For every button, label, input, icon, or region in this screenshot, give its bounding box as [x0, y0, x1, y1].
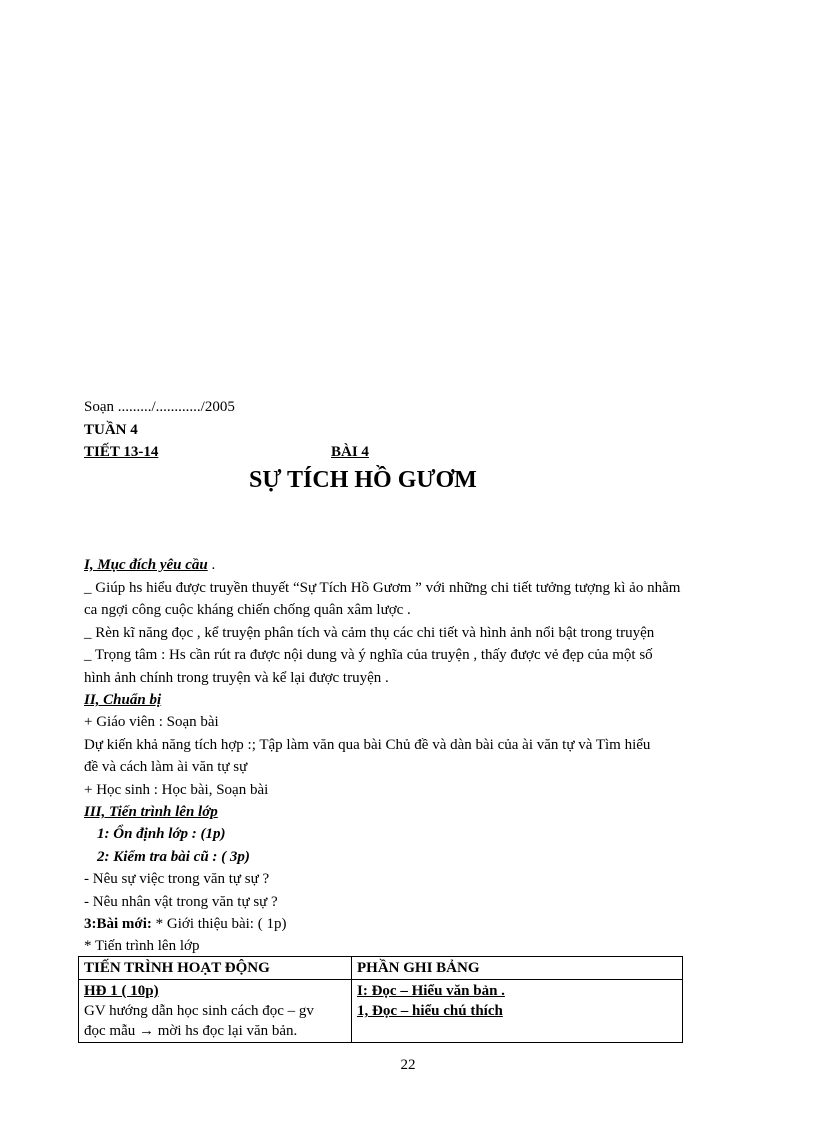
- section2-line: Dự kiến khả năng tích hợp :; Tập làm văn qua bài Chủ đề và dàn bài của ài văn tự và Tìm hiểu: [84, 737, 651, 753]
- activity-table: [78, 956, 683, 1043]
- notes-cell: [352, 980, 683, 1043]
- step-3: [84, 915, 286, 933]
- section2-line: đề và cách làm ài văn tự sự: [84, 759, 248, 775]
- activity-cell: [79, 980, 352, 1043]
- step-1: 1: Ổn định lớp : (1p): [97, 826, 226, 842]
- col-notes-header: PHẦN GHI BẢNG: [352, 957, 683, 980]
- section1-heading-tail: .: [207, 557, 216, 573]
- col-activity-header: TIẾN TRÌNH HOẠT ĐỘNG: [79, 957, 352, 980]
- section3-heading: III, Tiến trình lên lớp: [84, 804, 218, 820]
- table-row: [79, 980, 683, 1043]
- section1-line: ca ngợi công cuộc kháng chiến chống quân xâm lược .: [84, 602, 411, 618]
- section1-heading-text: I, Mục đích yêu cầu: [84, 557, 208, 573]
- section1-line: _ Rèn kĩ năng đọc , kể truyện phân tích và cảm thụ các chi tiết và hình ảnh nổi bật trong truyện: [84, 625, 655, 641]
- notes-subheading: 1, Đọc – hiểu chú thích: [357, 1003, 503, 1019]
- activity-title: HĐ 1 ( 10p): [84, 983, 159, 999]
- section2-line: + Học sinh : Học bài, Soạn bài: [84, 782, 269, 798]
- question-item: - Nêu nhân vật trong văn tự sự ?: [84, 894, 278, 910]
- step-3-label: 3:Bài mới:: [84, 916, 152, 932]
- section2-line: + Giáo viên : Soạn bài: [84, 714, 219, 730]
- soan-date: Soạn ........./............/2005: [84, 399, 235, 415]
- table-header-row: [79, 957, 683, 980]
- section1-line: _ Giúp hs hiểu được truyền thuyết “Sự Tích Hồ Gươm ” với những chi tiết tưởng tượng kì ảo nhằm: [84, 580, 681, 596]
- activity-text: đọc mẫu → mời hs đọc lại văn bản.: [84, 1023, 298, 1039]
- week-label: TUẦN 4: [84, 422, 138, 438]
- page-number: 22: [400, 1057, 416, 1073]
- lesson-label: BÀI 4: [331, 444, 369, 460]
- section1-heading: [84, 556, 215, 574]
- period-label: TIẾT 13-14: [84, 444, 159, 460]
- section1-line: _ Trọng tâm : Hs cần rút ra được nội dung và ý nghĩa của truyện , thấy được vẻ đẹp của một số: [84, 647, 653, 663]
- page-title: SỰ TÍCH HỒ GƯƠM: [249, 467, 477, 493]
- section1-line: hình ảnh chính trong truyện và kể lại được truyện .: [84, 670, 389, 686]
- notes-heading: I: Đọc – Hiểu văn bản .: [357, 983, 505, 999]
- activity-text: GV hướng dẫn học sinh cách đọc – gv: [84, 1003, 314, 1019]
- step-3-text: * Giới thiệu bài: ( 1p): [151, 916, 287, 932]
- question-item: - Nêu sự việc trong văn tự sự ?: [84, 871, 270, 887]
- step-2: 2: Kiểm tra bài cũ : ( 3p): [97, 849, 250, 865]
- process-label: * Tiến trình lên lớp: [84, 938, 200, 954]
- section2-heading: II, Chuẩn bị: [84, 692, 162, 708]
